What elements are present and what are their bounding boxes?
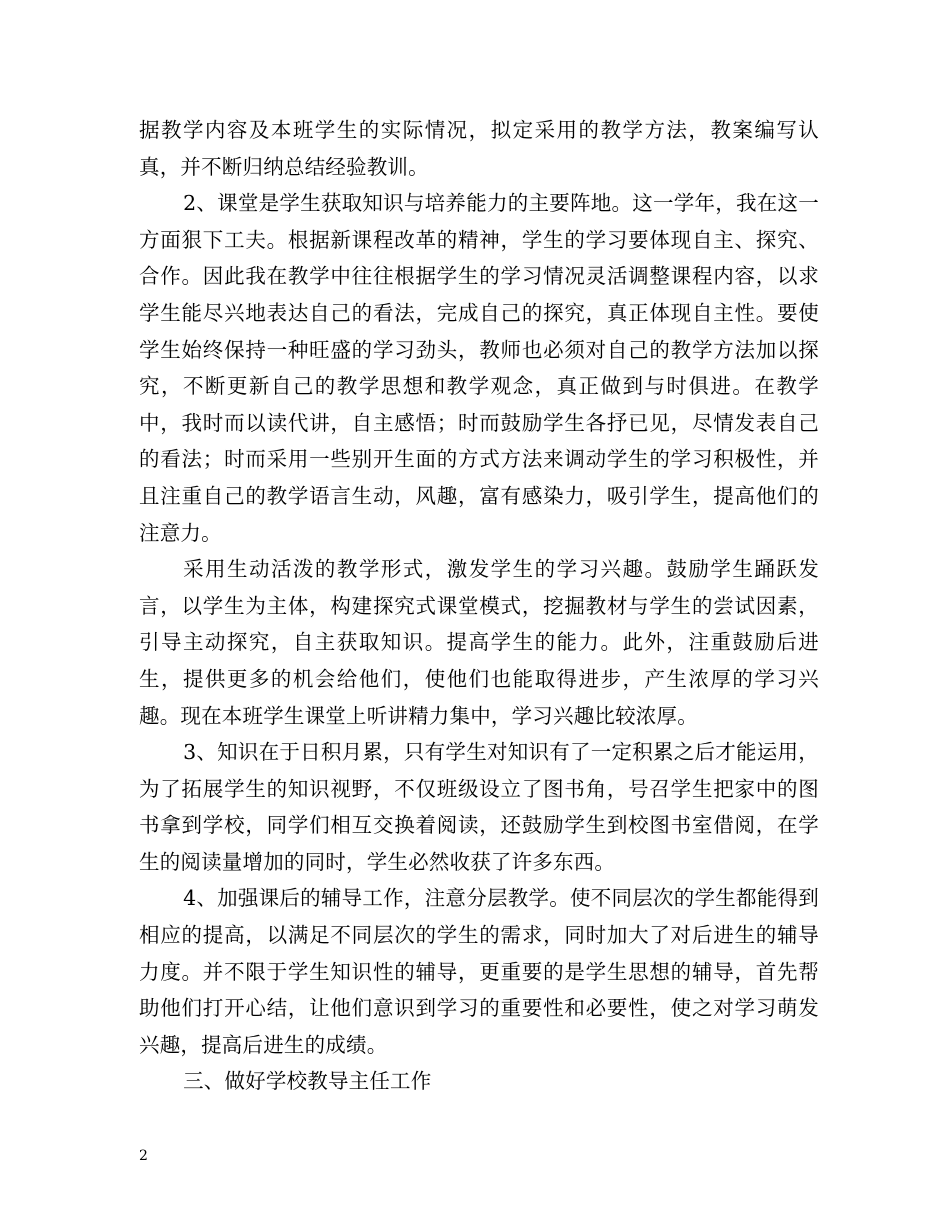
page-number: 2	[139, 1148, 148, 1164]
paragraph-teaching-form: 采用生动活泼的教学形式，激发学生的学习兴趣。鼓励学生踊跃发言，以学生为主体，构建探究式课堂模式，挖掘教材与学生的尝试因素，引导主动探究，自主获取知识。提高学生的能力。此外，注重鼓励后进生，提供更多的机会给他们，使他们也能取得进步，产生浓厚的学习兴趣。现在本班学生课堂上听讲精力集中，学习兴趣比较浓厚。	[139, 557, 819, 728]
paragraph-continuation: 据教学内容及本班学生的实际情况，拟定采用的教学方法，教案编写认真，并不断归纳总结经验教训。	[139, 118, 819, 179]
paragraph-classroom: 2、课堂是学生获取知识与培养能力的主要阵地。这一学年，我在这一方面狠下工夫。根据新课程改革的精神，学生的学习要体现自主、探究、合作。因此我在教学中往往根据学生的学习情况灵活调整课程内容，以求学生能尽兴地表达自己的看法，完成自己的探究，真正体现自主性。要使学生始终保持一种旺盛的学习劲头，教师也必须对自己的教学方法加以探究，不断更新自己的教学思想和教学观念，真正做到与时俱进。在教学中，我时而以读代讲，自主感悟；时而鼓励学生各抒已见，尽情发表自己的看法；时而采用一些别开生面的方式方法来调动学生的学习积极性，并且注重自己的教学语言生动，风趣，富有感染力，吸引学生，提高他们的注意力。	[139, 191, 819, 545]
body-text	[139, 112, 819, 1100]
paragraph-knowledge-accumulation: 3、知识在于日积月累，只有学生对知识有了一定积累之后才能运用，为了拓展学生的知识视野，不仅班级设立了图书角，号召学生把家中的图书拿到学校，同学们相互交换着阅读，还鼓励学生到校图书室借阅，在学生的阅读量增加的同时，学生必然收获了许多东西。	[139, 740, 819, 874]
section-heading: 三、做好学校教导主任工作	[183, 1069, 432, 1094]
paragraph-after-class-tutoring: 4、加强课后的辅导工作，注意分层教学。使不同层次的学生都能得到相应的提高，以满足不同层次的学生的需求，同时加大了对后进生的辅导力度。并不限于学生知识性的辅导，更重要的是学生思想的辅导，首先帮助他们打开心结，让他们意识到学习的重要性和必要性，使之对学习萌发兴趣，提高后进生的成绩。	[139, 886, 819, 1057]
